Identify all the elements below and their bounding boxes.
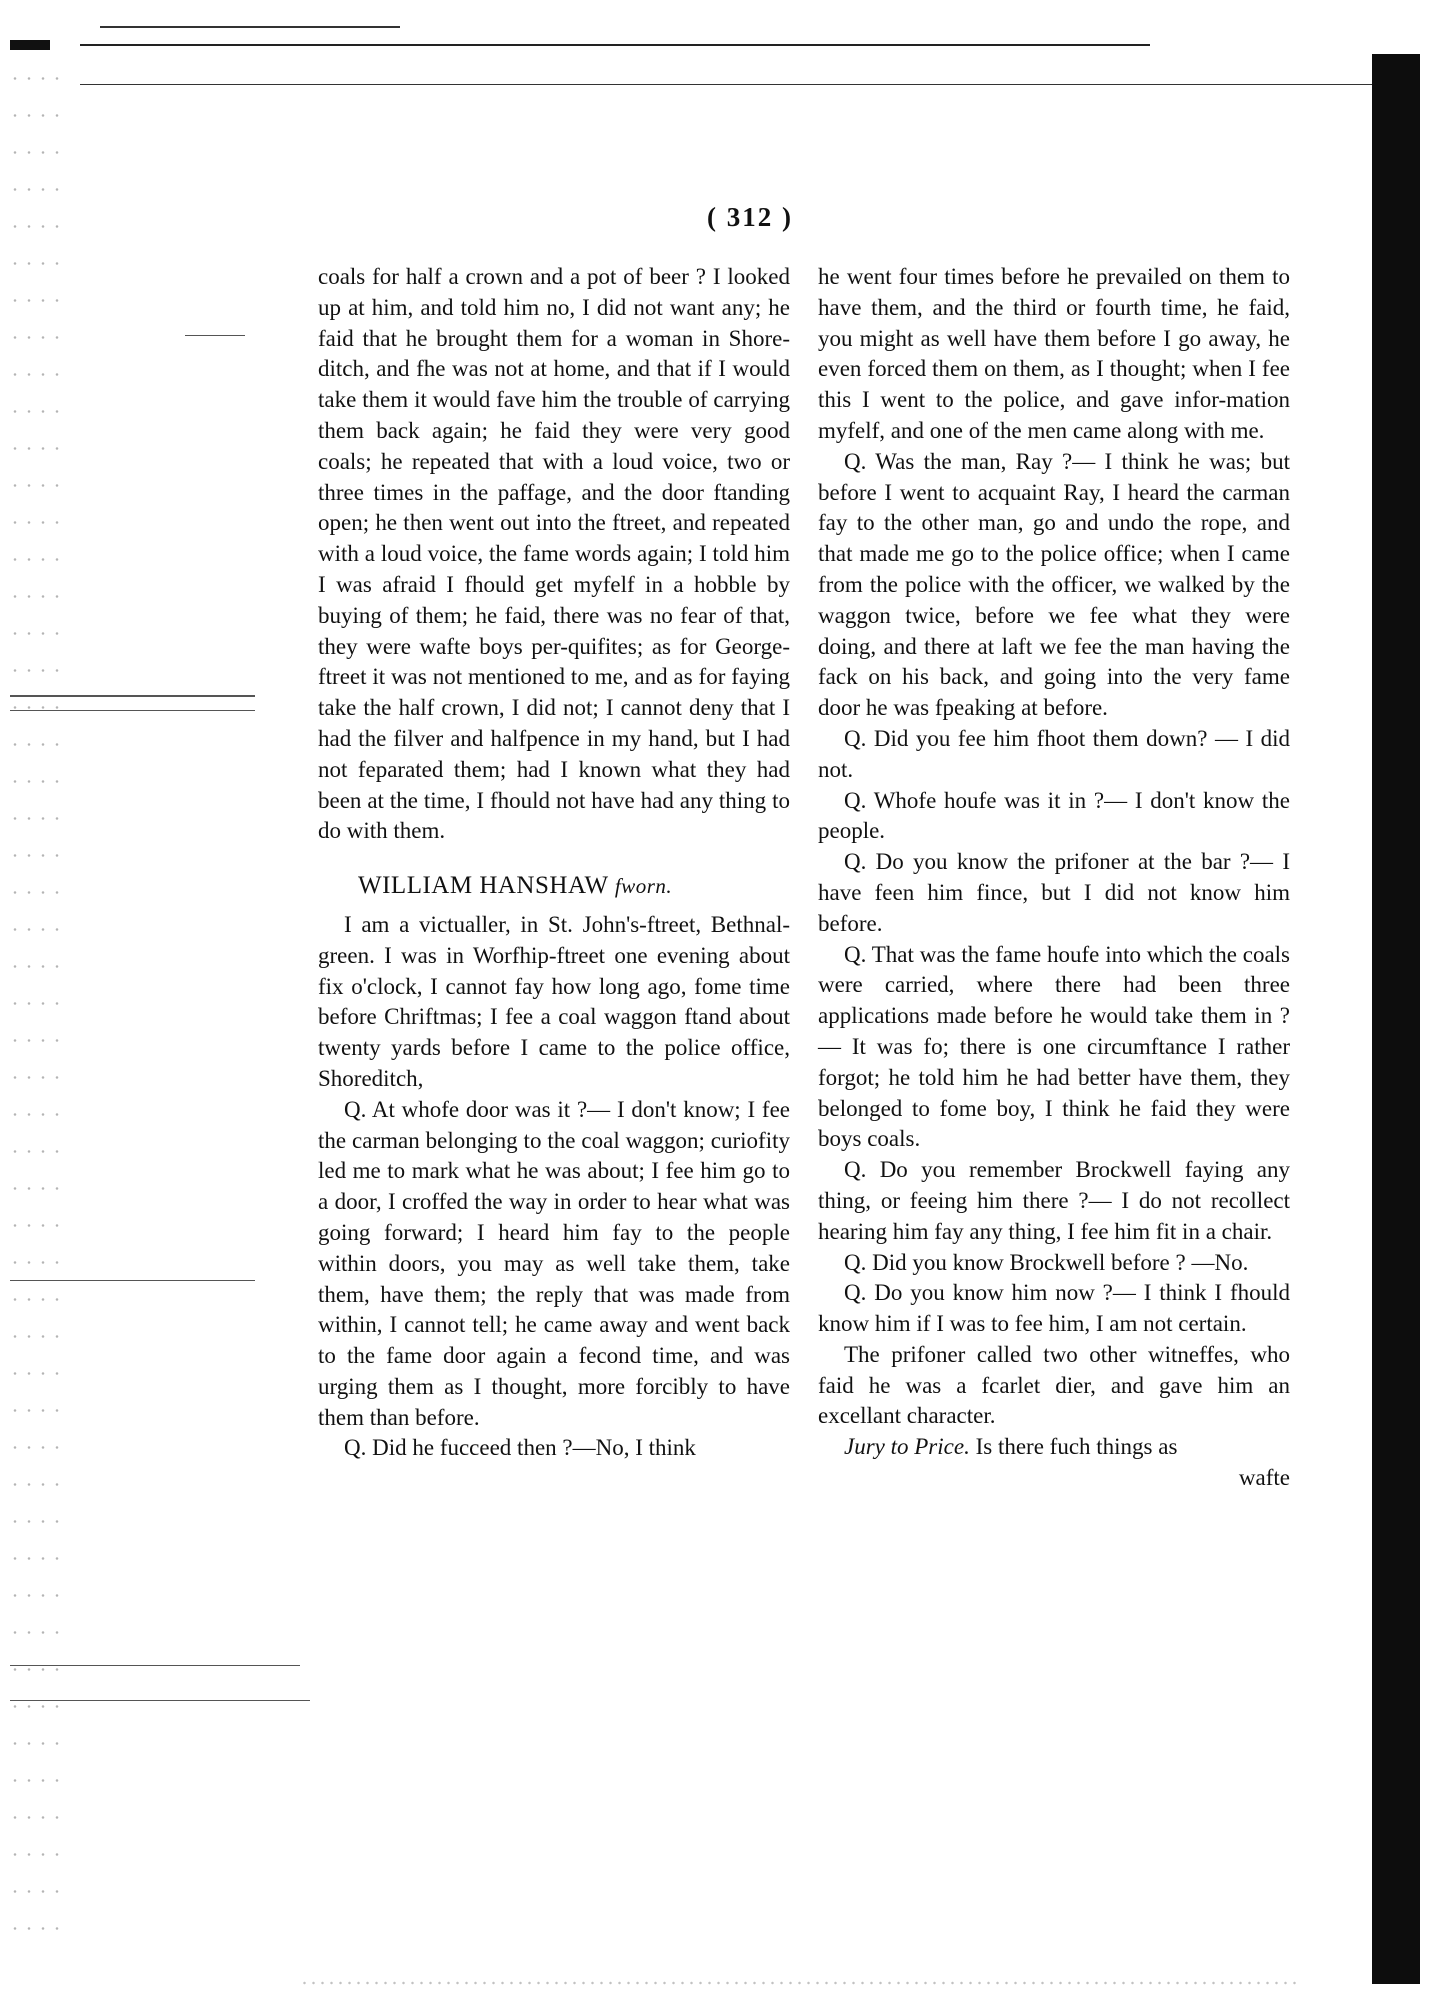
scan-edge-shadow xyxy=(1372,54,1420,1984)
paragraph: I am a victualler, in St. John's-ftreet, Bethnal-green. I was in Worfhip-ftreet one evening about fix o'clock, I cannot fay how long ago, fome time before Chriftmas; I fee a coal waggon ftand about twenty yards before I came to the police office, Shoreditch, xyxy=(318,911,790,1091)
question-paragraph: Q. Do you know the prifoner at the bar ?— I have feen him fince, but I did not know him before. xyxy=(818,849,1290,936)
scan-rule xyxy=(80,44,1150,46)
question-paragraph: Q. Did you know Brockwell before ? —No. xyxy=(844,1249,1249,1275)
witness-heading xyxy=(318,871,790,902)
question-paragraph: Q. That was the fame houfe into which the coals were carried, where there had been three applications made before he would take them in ?— It was fo; there is one circumftance I rather forgot; he told him he had better have them, they belonged to fome boy, I think he faid they were boys coals. xyxy=(818,941,1290,1152)
page-number: ( 312 ) xyxy=(707,202,793,232)
sworn-label: fworn. xyxy=(614,874,673,899)
paragraph xyxy=(818,1432,1290,1463)
speaker-label: Jury to Price. xyxy=(844,1434,970,1460)
question-paragraph: Q. Was the man, Ray ?— I think he was; but before I went to acquaint Ray, I heard the carman fay to the other man, go and undo the rope, and that made me go to the police office; when I came from the police with the officer, we walked by the waggon twice, before we fee what they were doing, and there at laft we fee the man having the fack on his back, and going into the very fame door he was fpeaking at before. xyxy=(818,448,1290,721)
bleed-line xyxy=(185,335,245,336)
question-paragraph: Q. Did he fucceed then ?—No, I think xyxy=(344,1435,696,1461)
paragraph-text: Is there fuch things as xyxy=(975,1434,1178,1460)
bleed-through-margin xyxy=(8,60,68,1960)
scan-rule xyxy=(80,84,1380,85)
bleed-line xyxy=(10,1665,300,1666)
bleed-line xyxy=(10,695,255,697)
question-paragraph: Q. Did you fee him fhoot them down? — I did not. xyxy=(818,725,1290,782)
paragraph: coals for half a crown and a pot of beer ? I looked up at him, and told him no, I did not want any; he faid that he brought them for a woman in Shore-ditch, and fhe was not at home, and that if I would take them it would fave him the trouble of carrying them back again; he faid they were very good coals; he repeated that with a loud voice, two or three times in the paffage, and the door ftanding open; he then went out into the ftreet, and repeated with a loud voice, the fame words again; I told him I was afraid I fhould get myfelf in a hobble by buying of them; he faid, there was no fear of that, they were wafte boys per-quifites; as for George-ftreet it was not mentioned to me, and as for faying take the half crown, I did not; I cannot deny that I had the filver and halfpence in my hand, but I had not feparated them; had I known what they had been at the time, I fhould not have had any thing to do with them. xyxy=(318,264,790,844)
bleed-line xyxy=(10,1700,310,1701)
catchword: wafte xyxy=(1238,1465,1290,1491)
scan-rule xyxy=(100,26,400,28)
scan-mark xyxy=(10,40,50,50)
question-paragraph: Q. Do you know him now ?— I think I fhould know him if I was to fee him, I am not certain. xyxy=(818,1280,1290,1337)
paragraph: The prifoner called two other witneffes, who faid he was a fcarlet dier, and gave him an excellant character. xyxy=(818,1341,1290,1429)
right-column xyxy=(818,262,1290,1494)
bleed-line xyxy=(10,710,255,711)
question-paragraph: Q. Do you remember Brockwell faying any thing, or feeing him there ?— I do not recollect hearing him fay any thing, I fee him fit in a chair. xyxy=(818,1157,1290,1244)
left-column xyxy=(318,262,790,1464)
witness-name: WILLIAM HANSHAW xyxy=(358,872,609,900)
question-paragraph: Q. Whofe houfe was it in ?— I don't know the people. xyxy=(818,787,1290,844)
question-paragraph: Q. At whofe door was it ?— I don't know; I fee the carman belonging to the coal waggon; curiofity led me to mark what he was about; I fee him go to a door, I croffed the way in order to hear what was going forward; I heard him fay to the people within doors, you may as well take them, take them, have them; the reply that was made from within, I cannot tell; he came away and went back to the fame door again a fecond time, and was urging them as I thought, more forcibly to have them than before. xyxy=(318,1096,790,1430)
paragraph: he went four times before he prevailed on them to have them, and the third or fourth time, he faid, you might as well have them before I go away, he even forced them on them, as I thought; when I fee this I went to the police, and gave infor-mation myfelf, and one of the men came along with me. xyxy=(818,264,1290,443)
bleed-line xyxy=(10,1280,255,1281)
scan-noise xyxy=(300,1980,1300,1986)
